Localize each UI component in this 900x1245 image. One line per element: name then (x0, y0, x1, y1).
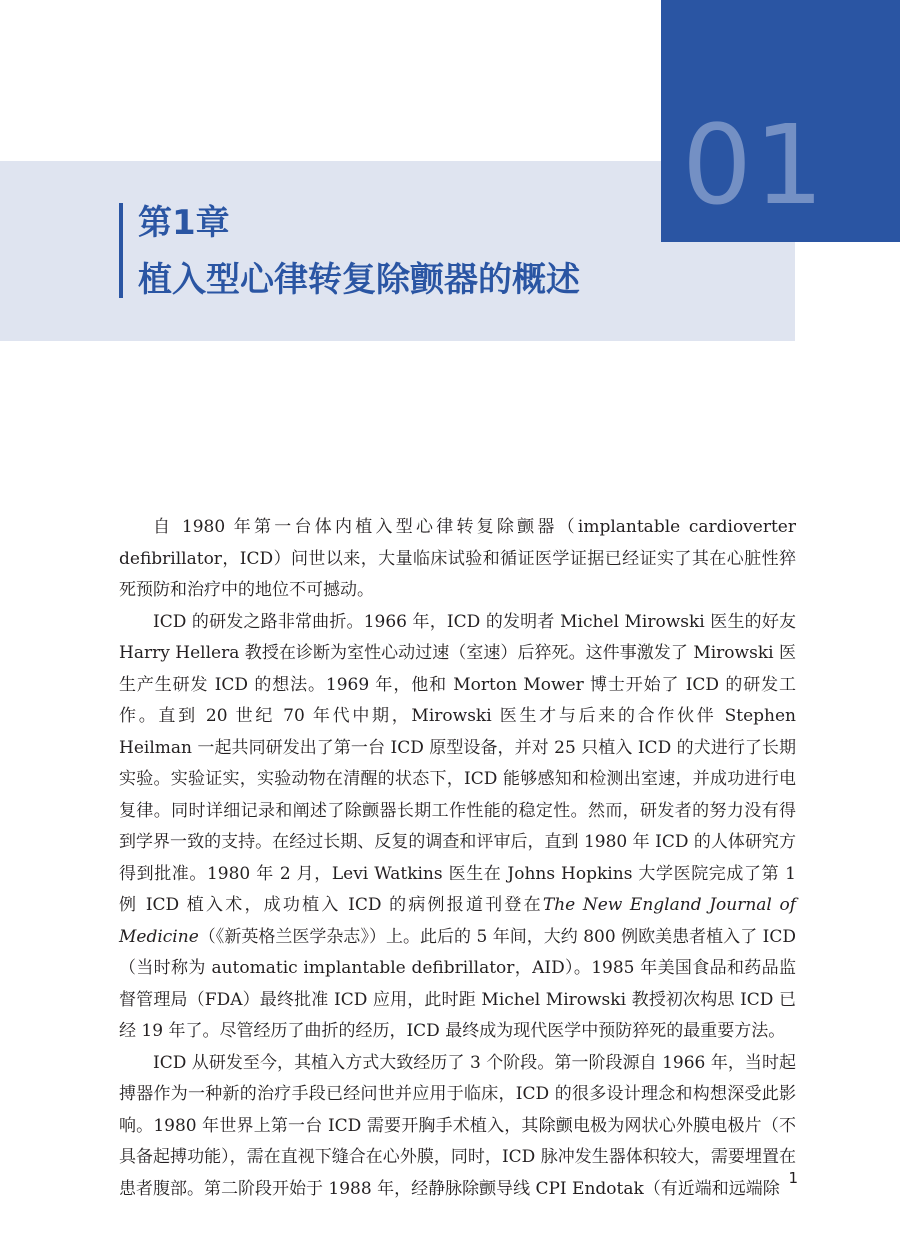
paragraph-2-tail: （《新英格兰医学杂志》）上。此后的 5 年间，大约 800 例欧美患者植入了 ICD（当时称为 automatic implantable defibrillator，AID）。1985 年美国食品和药品监督管理局（FDA）最终批准 ICD 应用，此时距 Michel Mirowski 教授初次构思 ICD 已经 19 年了。尽管经历了曲折的经历，ICD 最终成为现代医学中预防猝死的最重要方法。 (119, 926, 796, 1041)
paragraph-1: 自 1980 年第一台体内植入型心律转复除颤器（implantable cardioverter defibrillator，ICD）问世以来，大量临床试验和循证医学证据已经证实了其在心脏性猝死预防和治疗中的地位不可撼动。 (119, 517, 796, 600)
journal-name: The New England Journal of Medicine (119, 895, 796, 947)
body-text (119, 512, 796, 1205)
paragraph-2-text: ICD 的研发之路非常曲折。1966 年，ICD 的发明者 Michel Mirowski 医生的好友 Harry Hellera 教授在诊断为室性心动过速（室速）后猝死。这件事激发了 Mirowski 医生产生研发 ICD 的想法。1969 年，他和 Morton Mower 博士开始了 ICD 的研发工作。直到 20 世纪 70 年代中期，Mirowski 医生才与后来的合作伙伴 Stephen Heilman 一起共同研发出了第一台 ICD 原型设备，并对 25 只植入 ICD 的犬进行了长期实验。实验证实，实验动物在清醒的状态下，ICD 能够感知和检测出室速，并成功进行电复律。同时详细记录和阐述了除颤器长期工作性能的稳定性。然而，研发者的努力没有得到学界一致的支持。在经过长期、反复的调查和评审后，直到 1980 年 ICD 的人体研究方得到批准。1980 年 2 月，Levi Watkins 医生在 Johns Hopkins 大学医院完成了第 1 例 ICD 植入术，成功植入 ICD 的病例报道刊登在 (119, 611, 796, 915)
paragraph-3: ICD 从研发至今，其植入方式大致经历了 3 个阶段。第一阶段源自 1966 年，当时起搏器作为一种新的治疗手段已经问世并应用于临床，ICD 的很多设计理念和构想深受此影响。1980 年世界上第一台 ICD 需要开胸手术植入，其除颤电极为网状心外膜电极片（不具备起搏功能），需在直视下缝合在心外膜，同时，ICD 脉冲发生器体积较大，需要埋置在患者腹部。第二阶段开始于 1988 年，经静脉除颤导线 CPI Endotak（有近端和远端除 (119, 1052, 796, 1199)
page-number: 1 (788, 1169, 798, 1187)
chapter-title: 植入型心律转复除颤器的概述 (138, 260, 580, 300)
chapter-number: 01 (682, 101, 826, 229)
chapter-label: 第1章 (138, 203, 230, 243)
title-accent-bar (119, 203, 123, 298)
paragraph-2 (119, 607, 796, 1048)
